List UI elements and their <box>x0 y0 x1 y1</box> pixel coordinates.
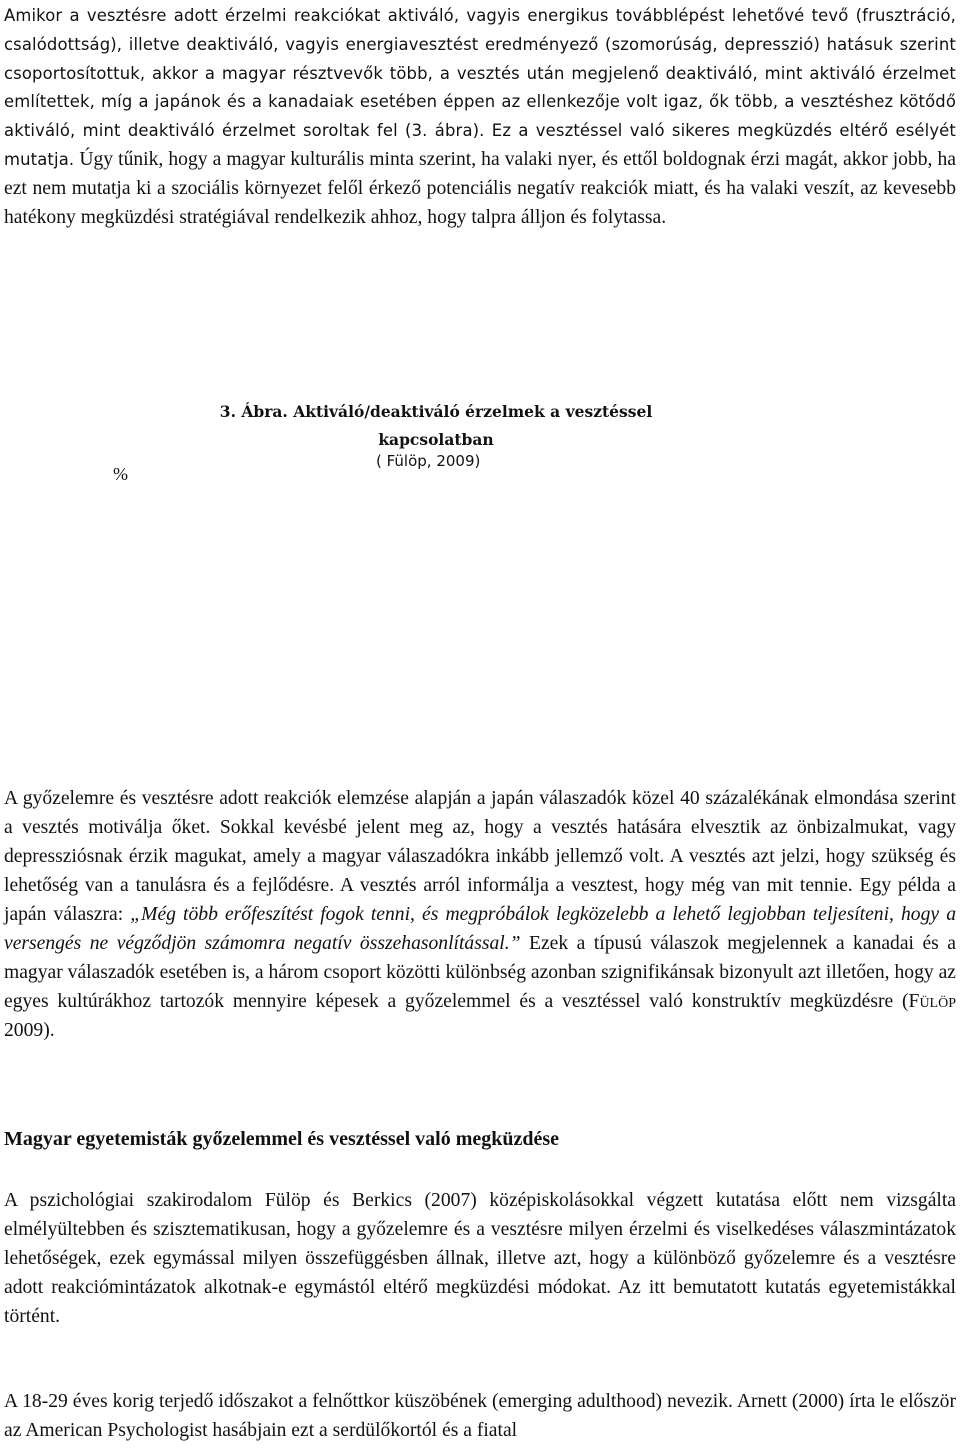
paragraph-results <box>4 784 956 1045</box>
chart-subtitle: ( Fülöp, 2009) <box>376 452 481 470</box>
y-axis-label: % <box>113 464 128 484</box>
paragraph-intro-serif: Úgy tűnik, hogy a magyar kulturális minta szerint, ha valaki nyer, és ettől boldognak érzi magát, akkor jobb, ha ezt nem mutatja ki a szociális környezet felől érkező potenciális negatív reakciók miatt, és ha valaki veszít, az kevesebb hatékony megküzdési stratégiával rendelkezik ahhoz, hogy talpra álljon és folytassa. <box>4 148 956 228</box>
paragraph-results-text2: Ezek a típusú válaszok megjelennek a kanadai és a magyar válaszadók esetében is, a három csoport közötti különbség azonban szignifikánsak bizonyult azt illetően, hogy az egyes kultúrákhoz tartozók mennyire képesek a győzelemmel és a vesztéssel való konstruktív megküzdésre (F <box>4 933 956 1012</box>
section-heading: Magyar egyetemisták győzelemmel és vesztéssel való megküzdése <box>4 1128 560 1150</box>
paragraph-results-text3: 2009). <box>4 1020 55 1041</box>
paragraph-emerging-adulthood: A 18-29 éves korig terjedő időszakot a felnőttkor küszöbének (emerging adulthood) nevezik. Arnett (2000) írta le először az American Psychologist hasábjain ezt a serdülőkortól és a fiatal <box>4 1391 956 1441</box>
japanese-answer-quote: „Még több erőfeszítést fogok tenni, és megpróbálok legközelebb a lehető legjobban teljesíteni, hogy a versengés ne végződjön számomra negatív összehasonlítással.” <box>4 904 956 954</box>
paragraph-results-text1: A győzelemre és vesztésre adott reakciók elemzése alapján a japán válaszadók közel 40 százalékának elmondása szerint a vesztés motiválja őket. Sokkal kevésbé jelent meg az, hogy a vesztés hatására elvesztik az önbizalmukat, vagy depressziósnak érzik magukat, amely a magyar válaszadókra inkább jellemző volt. A vesztés azt jelzi, hogy szükség és lehetőség van a tanulásra és a fejlődésre. A vesztés arról informálja a vesztest, hogy még van mit tennie. Egy példa a japán válaszra: <box>4 788 956 925</box>
chart-title-line2: kapcsolatban <box>378 430 494 449</box>
figure-3 <box>0 380 960 760</box>
paragraph-intro <box>4 2 956 232</box>
paragraph-intro-sans: Amikor a vesztésre adott érzelmi reakciókat aktiváló, vagyis energikus továbblépést lehetővé tevő (frusztráció, csalódottság), illetve deaktiváló, vagyis energiavesztést eredményező (szomorúság, depresszió) hatásuk szerint csoportosítottuk, akkor a magyar résztvevők több, a vesztés után megjelenő deaktiváló, mint aktiváló érzelmet említettek, míg a japánok és a kanadaiak esetében éppen az ellenkezője volt igaz, ők több, a vesztéshez kötődő aktiváló, mint deaktiváló érzelmet soroltak fel (3. ábra). Ez a vesztéssel való sikeres megküzdés eltérő esélyét mutatja. <box>4 6 956 169</box>
bar-chart <box>0 380 960 760</box>
paragraph-literature: A pszichológiai szakirodalom Fülöp és Berkics (2007) középiskolásokkal végzett kutatása előtt nem vizsgálta elmélyültebben és szisztematikusan, hogy a győzelemre és a vesztésre milyen érzelmi és viselkedéses válaszmintázatok lehetőségek, ezek egymással milyen összefüggésben állnak, illetve azt, hogy a különböző győzelemre és a vesztésre adott reakciómintázatok alkotnak-e egymástól eltérő megküzdési módokat. Az itt bemutatott kutatás egyetemistákkal történt. <box>4 1190 956 1327</box>
chart-title-line1: 3. Ábra. Aktiváló/deaktiváló érzelmek a vesztéssel <box>219 402 653 421</box>
author-smallcaps: ülöp <box>919 991 956 1012</box>
